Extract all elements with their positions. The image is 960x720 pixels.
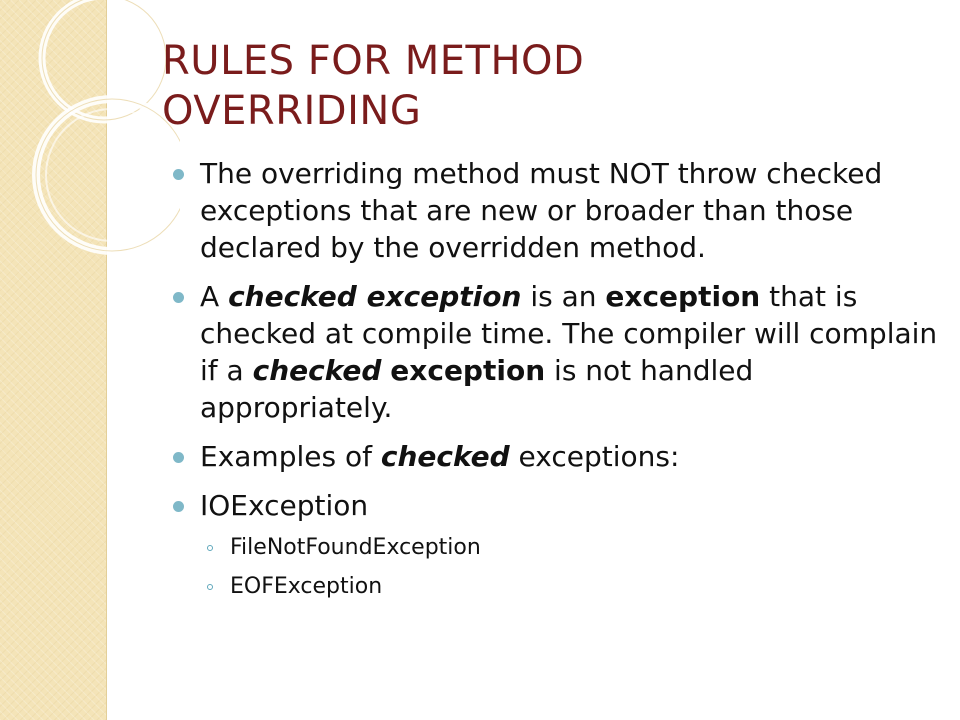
sub-bullet-list: [230, 533, 945, 602]
bullet-dot-icon: [173, 169, 184, 180]
sub-bullet-text: FileNotFoundException: [230, 535, 481, 560]
bullet-dot-icon: [173, 292, 184, 303]
text-segment: is an: [521, 280, 606, 313]
bullet-overriding-rule: [200, 155, 945, 266]
sub-bullet-filenotfoundexception: [230, 533, 945, 563]
text-segment: A: [200, 280, 229, 313]
bullet-ioexception: [200, 487, 945, 602]
sub-bullet-ring-icon: [207, 584, 213, 590]
emphasis-checked-exception: checked exception: [228, 280, 522, 313]
bullet-checked-exception-definition: [200, 278, 945, 426]
bullet-examples-heading: [200, 438, 945, 475]
text-segment: exceptions:: [509, 440, 680, 473]
slide-title: [162, 36, 862, 136]
bullet-text: IOException: [200, 489, 369, 522]
emphasis-exception: exception: [390, 354, 546, 387]
text-segment: Examples of: [200, 440, 381, 473]
bullet-text: The overriding method must NOT throw checked exceptions that are new or broader than those declared by the overridden method.: [200, 157, 883, 264]
text-segment: that is checked at compile time. The compiler will complain if a: [200, 280, 938, 387]
sub-bullet-ring-icon: [207, 545, 213, 551]
text-segment: [381, 354, 390, 387]
title-line-1: RULES FOR METHOD: [162, 38, 585, 84]
text-segment: is not handled appropriately.: [200, 354, 754, 424]
bullet-dot-icon: [173, 501, 184, 512]
bullet-dot-icon: [173, 452, 184, 463]
emphasis-checked: checked: [380, 440, 510, 473]
emphasis-checked: checked: [252, 354, 382, 387]
emphasis-exception: exception: [605, 280, 761, 313]
sub-bullet-text: EOFException: [230, 574, 383, 599]
title-line-2: OVERRIDING: [162, 88, 422, 134]
sub-bullet-eofexception: [230, 572, 945, 602]
bullet-list: [200, 155, 945, 614]
decorative-rings-icon: [0, 0, 180, 260]
